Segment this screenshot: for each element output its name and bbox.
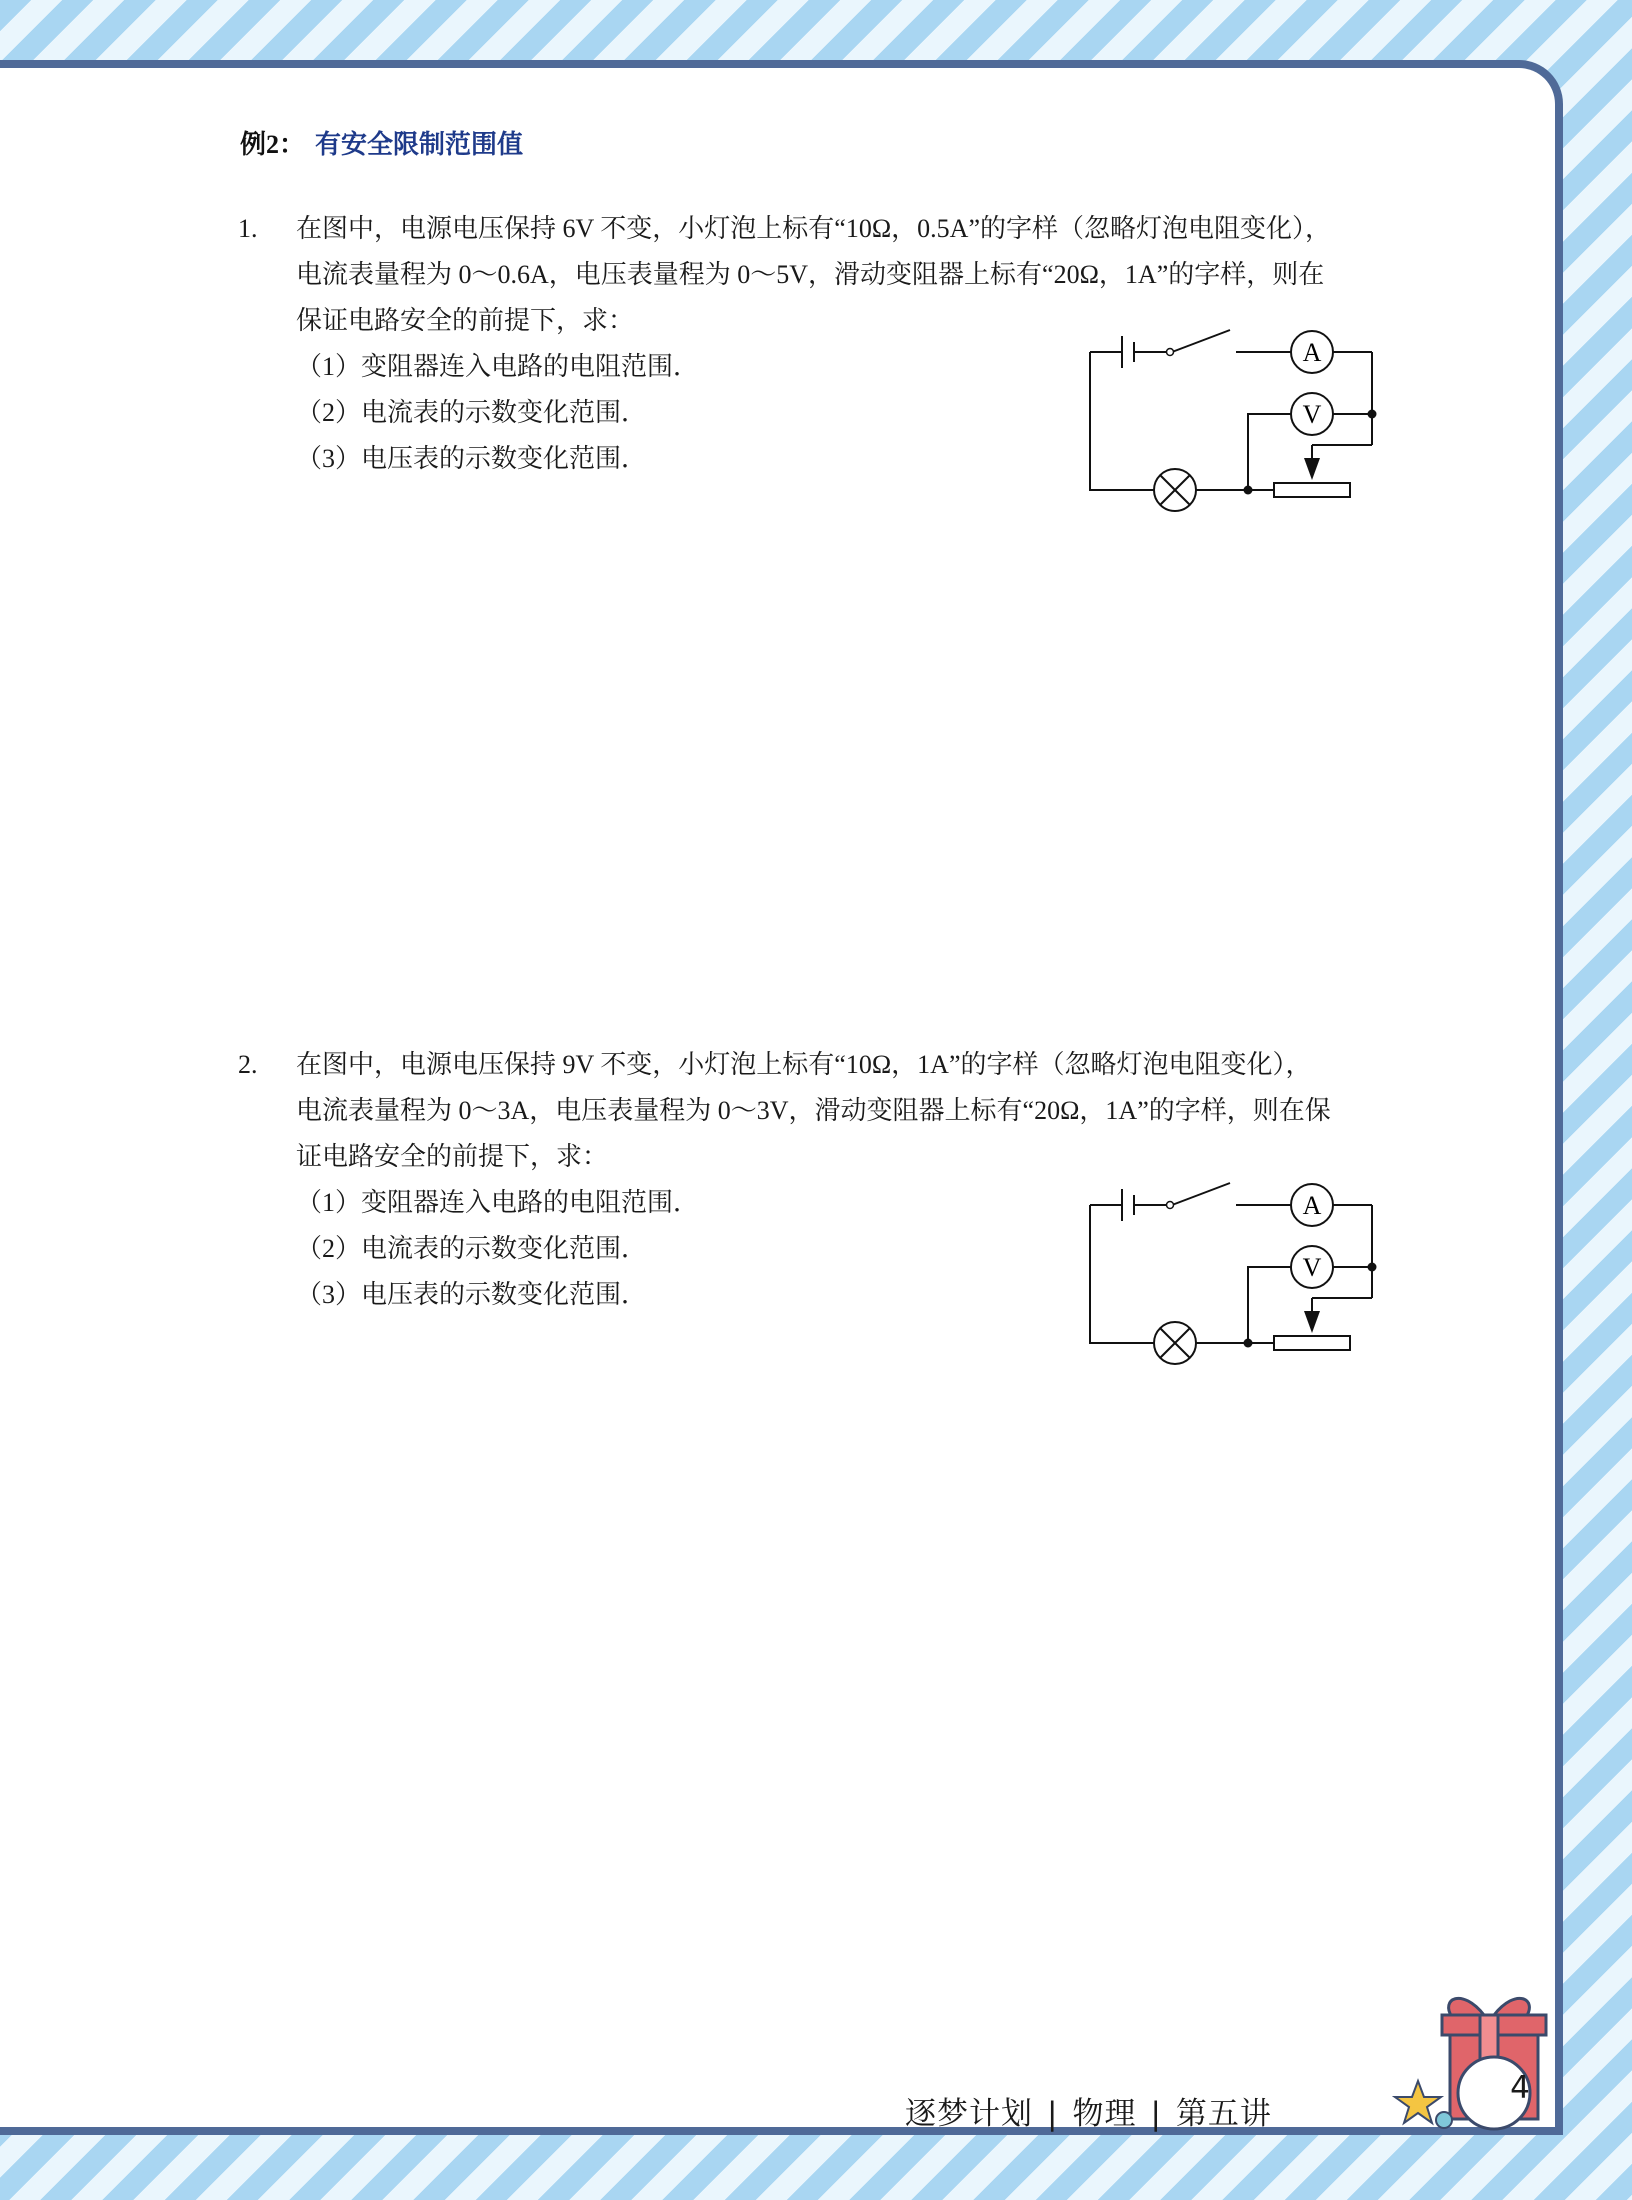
problem-number: 1.	[238, 214, 258, 243]
switch-blade	[1172, 330, 1230, 352]
question-2: （2）电流表的示数变化范围．	[296, 398, 648, 427]
question-1: （1）变阻器连入电路的电阻范围．	[296, 352, 700, 381]
circuit-diagram-2	[1080, 1175, 1390, 1375]
section-title	[240, 124, 523, 161]
voltmeter-label: V	[1302, 1253, 1322, 1282]
rheostat-slider	[1304, 1311, 1320, 1333]
footer-separator: |	[1150, 2096, 1162, 2132]
footer-series: 逐梦计划	[905, 2096, 1033, 2132]
question-1: （1）变阻器连入电路的电阻范围．	[296, 1188, 700, 1217]
problem-line-2: 电流表量程为 0～0.6A，电压表量程为 0～5V，滑动变阻器上标有“20Ω，1A”的字样，则在	[296, 260, 1325, 289]
section-label: 例2：	[240, 130, 306, 159]
footer-lecture: 第五讲	[1175, 2096, 1272, 2132]
question-2: （2）电流表的示数变化范围．	[296, 1234, 648, 1263]
footer-text	[905, 2088, 1272, 2133]
question-3: （3）电压表的示数变化范围．	[296, 1280, 648, 1309]
rheostat-body	[1274, 483, 1350, 497]
problem-line-2: 电流表量程为 0～3A，电压表量程为 0～3V，滑动变阻器上标有“20Ω，1A”的字样，则在保	[296, 1096, 1331, 1125]
ornament-icon	[1436, 2112, 1452, 2128]
problem-number: 2.	[238, 1050, 258, 1079]
circuit-diagram-1	[1080, 322, 1390, 522]
footer-subject: 物理	[1072, 2096, 1137, 2132]
rheostat-body	[1274, 1336, 1350, 1350]
footer-separator: |	[1047, 2096, 1059, 2132]
ammeter-label: A	[1302, 338, 1322, 367]
star-icon	[1395, 2081, 1441, 2123]
voltmeter-label: V	[1302, 400, 1322, 429]
ammeter-label: A	[1302, 1191, 1322, 1220]
page-number: 4	[1510, 2070, 1530, 2106]
gift-box-icon	[1392, 1985, 1600, 2145]
problem-line-1: 在图中，电源电压保持 6V 不变，小灯泡上标有“10Ω，0.5A”的字样（忽略灯泡电阻变化），	[296, 214, 1331, 243]
problem-line-3: 保证电路安全的前提下，求：	[296, 306, 635, 335]
switch-blade	[1172, 1183, 1230, 1205]
problem-line-1: 在图中，电源电压保持 9V 不变，小灯泡上标有“10Ω，1A”的字样（忽略灯泡电阻变化），	[296, 1050, 1312, 1079]
rheostat-slider	[1304, 458, 1320, 480]
question-3: （3）电压表的示数变化范围．	[296, 444, 648, 473]
problem-line-3: 证电路安全的前提下，求：	[296, 1142, 609, 1171]
section-heading: 有安全限制范围值	[315, 130, 524, 159]
